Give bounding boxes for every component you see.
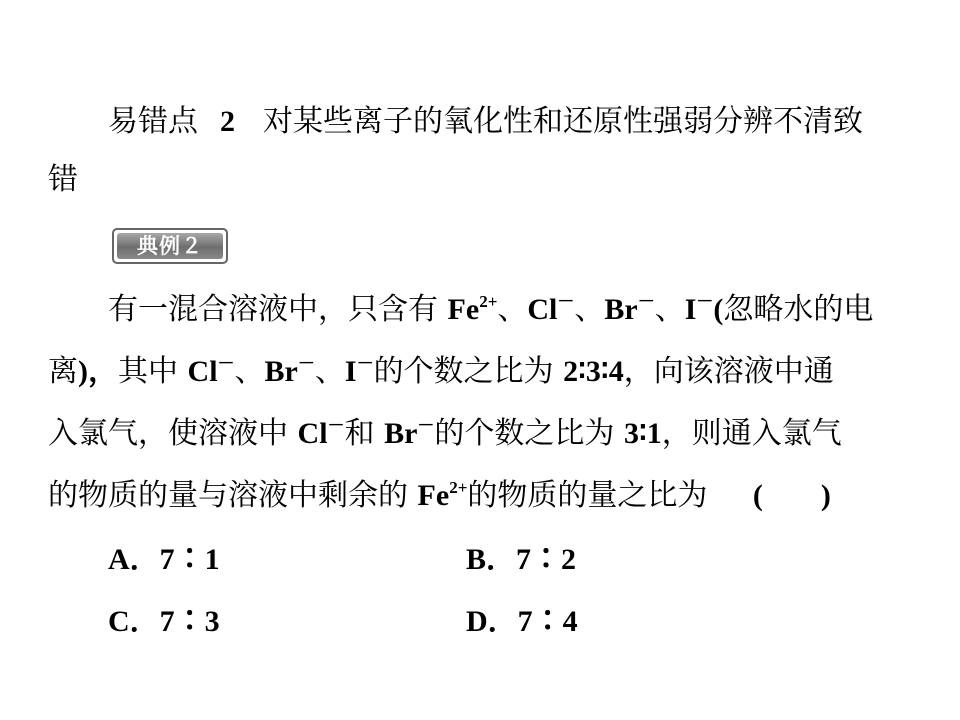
- question-text: 的物质的量与溶液中剩余的: [48, 478, 408, 513]
- option-d[interactable]: D．7∶4: [466, 605, 578, 638]
- option-letter: B: [466, 543, 487, 576]
- separator: 、: [574, 292, 605, 327]
- question-text: 有一混合溶液中，只含有: [108, 292, 438, 327]
- separator: 、: [497, 292, 528, 327]
- ratio: 3∶1: [623, 417, 662, 450]
- question-text: 入氯气，使溶液中: [48, 416, 288, 451]
- question-line-2: [48, 352, 834, 392]
- question-text: 的物质的量之比为: [467, 478, 708, 513]
- paren: )，: [78, 355, 118, 388]
- separator: 、: [314, 354, 345, 389]
- option-c[interactable]: C．7∶3: [108, 605, 220, 638]
- paren: (: [713, 293, 724, 326]
- option-a[interactable]: A．7∶1: [108, 543, 220, 576]
- question-text: 的个数之比为: [434, 416, 615, 451]
- question-text: 离: [48, 354, 78, 389]
- question-line-4: [48, 476, 831, 516]
- ion-cl: Cl－: [187, 354, 235, 388]
- heading-label: 易错点: [108, 104, 198, 139]
- ion-fe: $Fe^{2+}$: [417, 478, 468, 512]
- comma: ，: [661, 416, 692, 451]
- question-text: 其中: [118, 354, 178, 389]
- comma: ，: [623, 354, 654, 389]
- heading-title-line2: 错: [48, 162, 78, 197]
- option-letter: D: [466, 605, 488, 638]
- heading-title: 对某些离子的氧化性和还原性强弱分辨不清致: [263, 104, 863, 139]
- ion-fe: $Fe^{2+}$: [447, 292, 498, 326]
- ion-cl: Cl－: [527, 292, 575, 326]
- error-point-heading: [108, 102, 863, 142]
- question-text: 和: [344, 416, 375, 451]
- option-b[interactable]: B．7∶2: [466, 543, 577, 576]
- separator: 、: [234, 354, 265, 389]
- ion-i: I－: [344, 354, 374, 388]
- question-text: 则通入氯气: [691, 416, 842, 451]
- option-letter: C: [108, 605, 130, 638]
- answer-bracket: ( ): [752, 479, 831, 512]
- ion-br: Br－: [264, 354, 315, 388]
- example-badge-label: 典例２: [117, 233, 223, 259]
- heading-title-continued: [48, 160, 78, 200]
- ion-br: Br－: [384, 416, 435, 450]
- ratio: 2∶3∶4: [563, 355, 624, 388]
- heading-number: 2: [220, 105, 235, 138]
- question-text: 向该溶液中通: [653, 354, 834, 389]
- question-text: 忽略水的电: [723, 292, 874, 327]
- separator: 、: [654, 292, 685, 327]
- question-line-3: [48, 414, 842, 454]
- question-text: 的个数之比为: [373, 354, 554, 389]
- question-line-1: [108, 290, 873, 330]
- ion-cl: Cl－: [297, 416, 345, 450]
- option-letter: A: [108, 543, 130, 576]
- example-badge: [112, 228, 228, 264]
- ion-br: Br－: [604, 292, 655, 326]
- ion-i: I－: [684, 292, 714, 326]
